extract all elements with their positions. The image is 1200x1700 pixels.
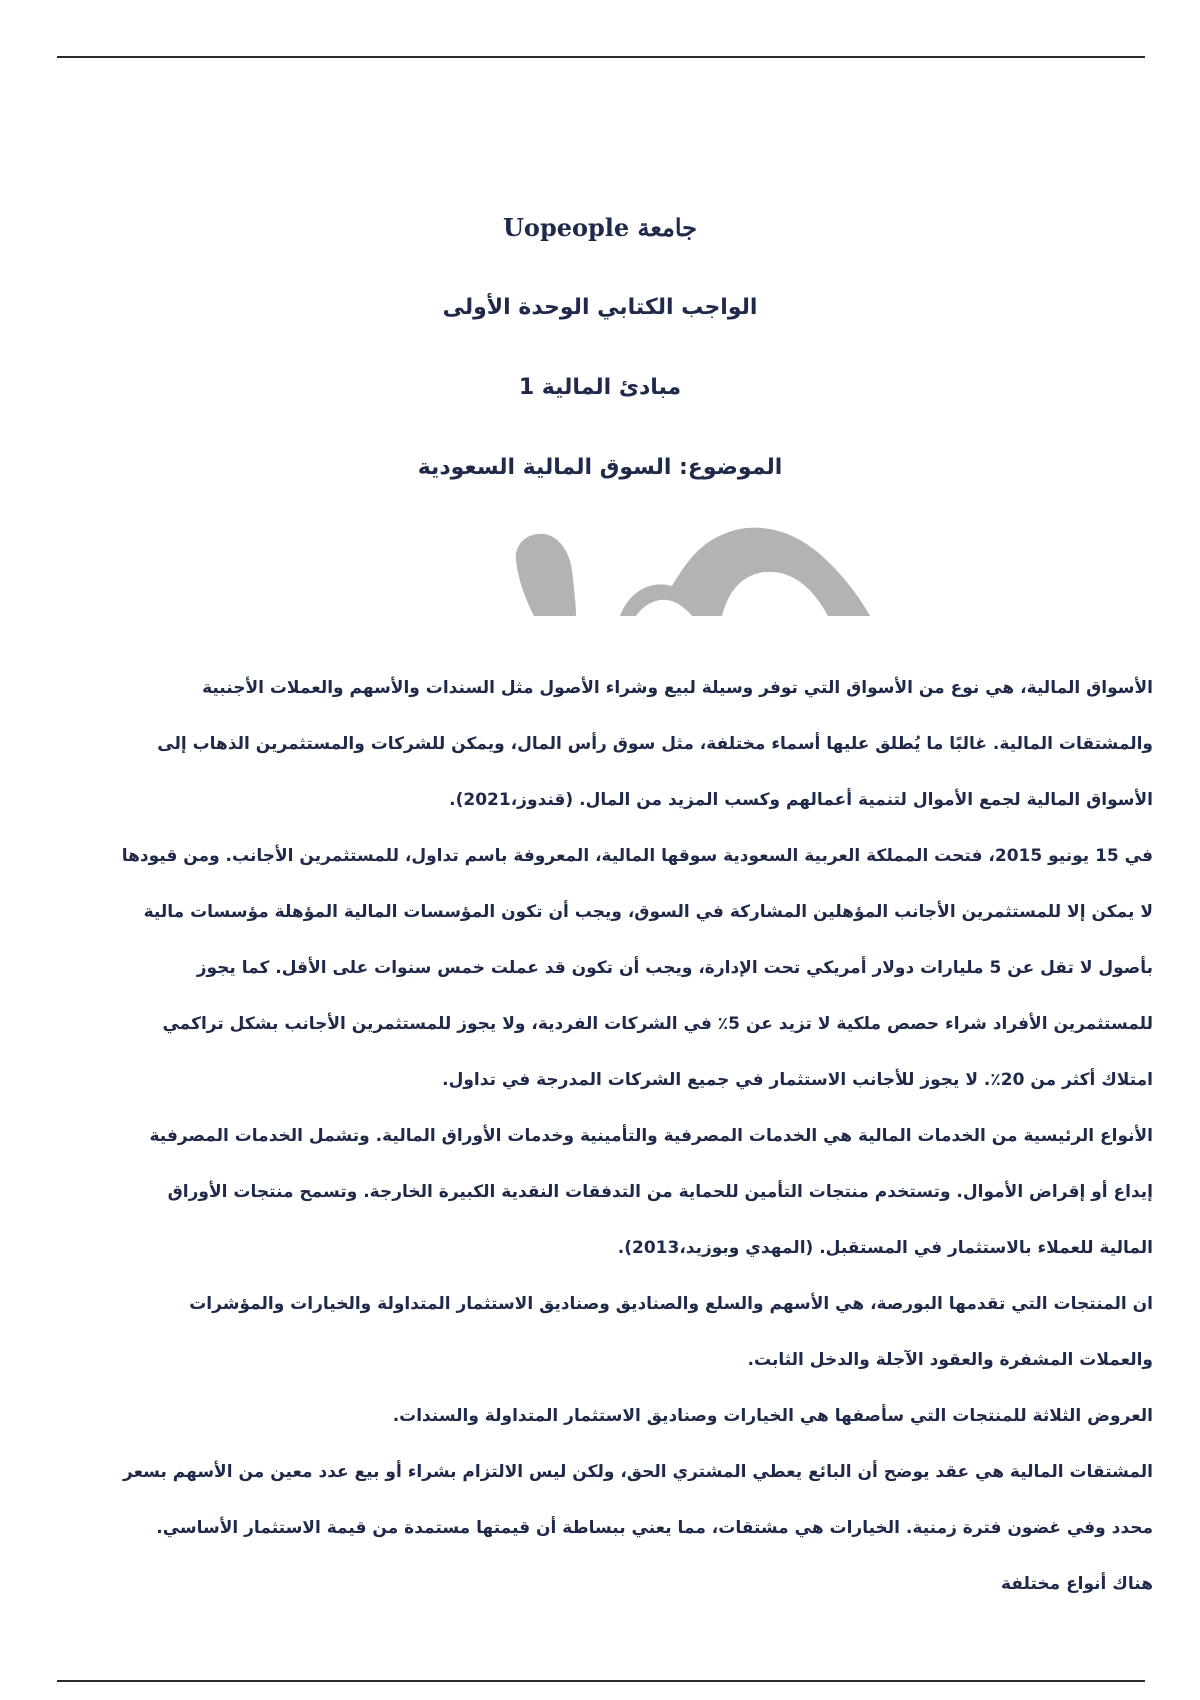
paragraph-derivatives: المشتقات المالية هي عقد يوضح أن البائع يعطي المشتري الحق، ولكن ليس الالتزام بشراء أو بيع عدد معين من الأسهم بسعر محدد وفي غضون فترة زمنية. الخيارات هي مشتقات، مما يعني ببساطة أن قيمتها مستمدة من قيمة الاستثمار الأساسي. هناك أنواع مختلفة xyxy=(123,1462,1153,1594)
paragraph-financial-markets: الأسواق المالية، هي نوع من الأسواق التي توفر وسيلة لبيع وشراء الأصول مثل السندات والأسهم والعملات الأجنبية والمشتقات المالية. غالبًا ما يُطلق عليها أسماء مختلفة، مثل سوق رأس المال، ويمكن للشركات والمستثمرين الذهاب إلى الأسواق المالية لجمع الأموال لتنمية أعمالهم وكسب المزيد من المال. (قندوز،2021). xyxy=(157,678,1153,810)
course-title: مبادئ المالية 1 xyxy=(518,375,682,400)
university-logo-icon xyxy=(510,520,910,616)
paragraph-exchange-products: ان المنتجات التي تقدمها البورصة، هي الأسهم والسلع والصناديق وصناديق الاستثمار المتداولة والخيارات والمؤشرات والعملات المشفرة والعقود الآجلة والدخل الثابت. xyxy=(189,1294,1153,1370)
paragraph-three-offerings: العروض الثلاثة للمنتجات التي سأصفها هي الخيارات وصناديق الاستثمار المتداولة والسندات. xyxy=(392,1406,1153,1426)
top-rule xyxy=(57,56,1145,58)
bottom-rule xyxy=(57,1680,1145,1682)
university-title: جامعة Uopeople xyxy=(503,213,697,242)
document-body xyxy=(120,660,1153,1612)
topic-title: الموضوع: السوق المالية السعودية xyxy=(417,455,783,480)
logo-shape-arch xyxy=(620,528,870,616)
paragraph-financial-services: الأنواع الرئيسية من الخدمات المالية هي الخدمات المصرفية والتأمينية وخدمات الأوراق المالية. وتشمل الخدمات المصرفية إيداع أو إقراض الأموال. وتستخدم منتجات التأمين للحماية من التدفقات النقدية الكبيرة الخارجة. وتسمح منتجات الأوراق المالية للعملاء بالاستثمار في المستقبل. (المهدي وبوزيد،2013). xyxy=(149,1126,1153,1258)
paragraph-saudi-market-opening: في 15 يونيو 2015، فتحت المملكة العربية السعودية سوقها المالية، المعروفة باسم تداول، للمستثمرين الأجانب. ومن قيودها لا يمكن إلا للمستثمرين الأجانب المؤهلين المشاركة في السوق، ويجب أن تكون المؤسسات المالية المؤهلة مؤسسات مالية بأصول لا تقل عن 5 مليارات دولار أمريكي تحت الإدارة، ويجب أن تكون قد عملت خمس سنوات على الأقل. كما يجوز للمستثمرين الأفراد شراء حصص ملكية لا تزيد عن 5٪ في الشركات الفردية، ولا يجوز للمستثمرين الأجانب بشكل تراكمي امتلاك أكثر من 20٪. لا يجوز للأجانب الاستثمار في جميع الشركات المدرجة في تداول. xyxy=(121,846,1153,1090)
logo-watermark-svg xyxy=(510,520,910,616)
document-header xyxy=(0,210,1200,530)
assignment-title: الواجب الكتابي الوحدة الأولى xyxy=(442,295,758,320)
logo-shape-left xyxy=(516,534,576,616)
